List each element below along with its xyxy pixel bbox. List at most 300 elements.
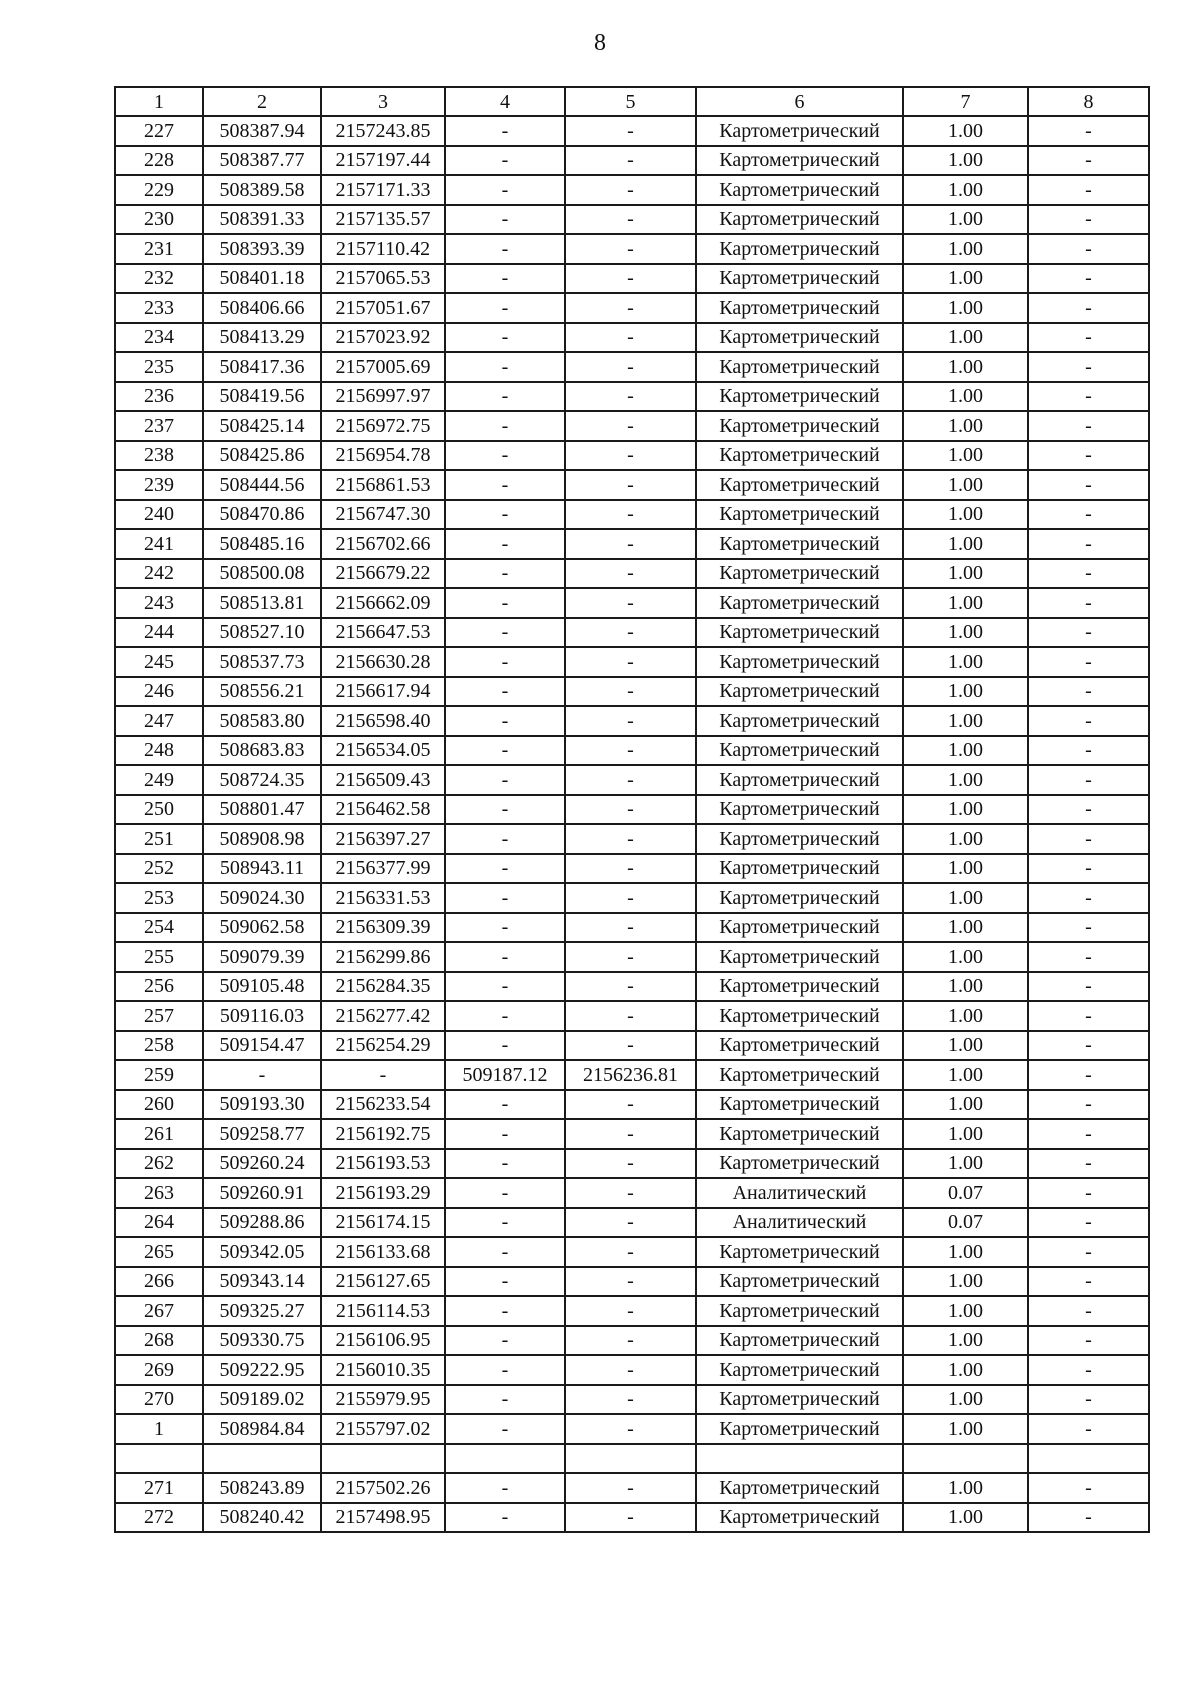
new-x-coordinate-cell: -: [445, 588, 565, 618]
new-y-coordinate-cell: -: [565, 1503, 696, 1533]
new-y-coordinate-cell: -: [565, 854, 696, 884]
point-number-cell: 233: [115, 293, 203, 323]
table-row: [115, 1060, 1149, 1090]
new-x-coordinate-cell: -: [445, 411, 565, 441]
new-y-coordinate-cell: -: [565, 1119, 696, 1149]
x-coordinate-cell: 508984.84: [203, 1414, 321, 1444]
new-x-coordinate-cell: -: [445, 706, 565, 736]
new-y-coordinate-cell: -: [565, 411, 696, 441]
table-row: [115, 1355, 1149, 1385]
y-coordinate-cell: 2156702.66: [321, 529, 445, 559]
point-number-cell: 269: [115, 1355, 203, 1385]
new-y-coordinate-cell: -: [565, 677, 696, 707]
new-x-coordinate-cell: -: [445, 1090, 565, 1120]
method-cell: Картометрический: [696, 293, 903, 323]
table-row: [115, 175, 1149, 205]
new-y-coordinate-cell: -: [565, 618, 696, 648]
method-cell: Картометрический: [696, 323, 903, 353]
description-cell: -: [1028, 736, 1149, 766]
new-x-coordinate-cell: -: [445, 146, 565, 176]
new-y-coordinate-cell: -: [565, 588, 696, 618]
description-cell: -: [1028, 883, 1149, 913]
table-row: [115, 529, 1149, 559]
method-cell: Картометрический: [696, 1503, 903, 1533]
new-y-coordinate-cell: -: [565, 293, 696, 323]
y-coordinate-cell: 2156534.05: [321, 736, 445, 766]
point-number-cell: 229: [115, 175, 203, 205]
x-coordinate-cell: 509330.75: [203, 1326, 321, 1356]
method-cell: Картометрический: [696, 647, 903, 677]
new-x-coordinate-cell: -: [445, 913, 565, 943]
accuracy-cell: 1.00: [903, 352, 1028, 382]
description-cell: -: [1028, 116, 1149, 146]
point-number-cell: 235: [115, 352, 203, 382]
accuracy-cell: 1.00: [903, 1414, 1028, 1444]
y-coordinate-cell: 2157051.67: [321, 293, 445, 323]
y-coordinate-cell: 2155797.02: [321, 1414, 445, 1444]
new-x-coordinate-cell: -: [445, 382, 565, 412]
column-header: 3: [321, 87, 445, 116]
description-cell: -: [1028, 1149, 1149, 1179]
y-coordinate-cell: 2157498.95: [321, 1503, 445, 1533]
new-y-coordinate-cell: -: [565, 1296, 696, 1326]
accuracy-cell: 1.00: [903, 1060, 1028, 1090]
new-y-coordinate-cell: -: [565, 883, 696, 913]
description-cell: -: [1028, 323, 1149, 353]
point-number-cell: 237: [115, 411, 203, 441]
column-header: 1: [115, 87, 203, 116]
x-coordinate-cell: 509343.14: [203, 1267, 321, 1297]
new-y-coordinate-cell: -: [565, 795, 696, 825]
method-cell: Картометрический: [696, 234, 903, 264]
point-number-cell: 231: [115, 234, 203, 264]
table-row: [115, 470, 1149, 500]
new-x-coordinate-cell: -: [445, 1119, 565, 1149]
y-coordinate-cell: 2156277.42: [321, 1001, 445, 1031]
method-cell: Картометрический: [696, 1473, 903, 1503]
description-cell: -: [1028, 1355, 1149, 1385]
new-y-coordinate-cell: -: [565, 913, 696, 943]
point-number-cell: [115, 1444, 203, 1474]
new-x-coordinate-cell: -: [445, 1208, 565, 1238]
accuracy-cell: 1.00: [903, 883, 1028, 913]
new-x-coordinate-cell: -: [445, 205, 565, 235]
x-coordinate-cell: 508417.36: [203, 352, 321, 382]
method-cell: Картометрический: [696, 146, 903, 176]
method-cell: Картометрический: [696, 1385, 903, 1415]
table-row: [115, 559, 1149, 589]
table-row: [115, 972, 1149, 1002]
method-cell: Картометрический: [696, 441, 903, 471]
y-coordinate-cell: 2156861.53: [321, 470, 445, 500]
method-cell: Картометрический: [696, 677, 903, 707]
new-y-coordinate-cell: -: [565, 1385, 696, 1415]
x-coordinate-cell: 509258.77: [203, 1119, 321, 1149]
x-coordinate-cell: 509342.05: [203, 1237, 321, 1267]
column-header: 5: [565, 87, 696, 116]
table-body: [115, 116, 1149, 1532]
table-row: [115, 382, 1149, 412]
y-coordinate-cell: 2155979.95: [321, 1385, 445, 1415]
method-cell: Картометрический: [696, 618, 903, 648]
x-coordinate-cell: 508527.10: [203, 618, 321, 648]
point-number-cell: 248: [115, 736, 203, 766]
accuracy-cell: 1.00: [903, 205, 1028, 235]
accuracy-cell: 1.00: [903, 854, 1028, 884]
accuracy-cell: [903, 1444, 1028, 1474]
description-cell: -: [1028, 1326, 1149, 1356]
table-row: [115, 1414, 1149, 1444]
method-cell: Картометрический: [696, 1296, 903, 1326]
point-number-cell: 254: [115, 913, 203, 943]
table-row: [115, 1237, 1149, 1267]
table-header-row: [115, 87, 1149, 116]
table-row: [115, 352, 1149, 382]
description-cell: -: [1028, 500, 1149, 530]
description-cell: -: [1028, 706, 1149, 736]
y-coordinate-cell: 2156133.68: [321, 1237, 445, 1267]
description-cell: -: [1028, 411, 1149, 441]
point-number-cell: 257: [115, 1001, 203, 1031]
table-row: [115, 942, 1149, 972]
new-x-coordinate-cell: -: [445, 116, 565, 146]
x-coordinate-cell: 508908.98: [203, 824, 321, 854]
table-row: [115, 736, 1149, 766]
new-y-coordinate-cell: -: [565, 264, 696, 294]
new-y-coordinate-cell: -: [565, 1178, 696, 1208]
table-row: [115, 795, 1149, 825]
description-cell: -: [1028, 1237, 1149, 1267]
y-coordinate-cell: -: [321, 1060, 445, 1090]
accuracy-cell: 1.00: [903, 234, 1028, 264]
point-number-cell: 272: [115, 1503, 203, 1533]
table-row: [115, 1473, 1149, 1503]
accuracy-cell: 1.00: [903, 441, 1028, 471]
description-cell: -: [1028, 677, 1149, 707]
description-cell: [1028, 1444, 1149, 1474]
y-coordinate-cell: 2156598.40: [321, 706, 445, 736]
description-cell: -: [1028, 1060, 1149, 1090]
y-coordinate-cell: 2157065.53: [321, 264, 445, 294]
description-cell: -: [1028, 1001, 1149, 1031]
method-cell: Картометрический: [696, 382, 903, 412]
page-number: 8: [594, 30, 606, 56]
new-x-coordinate-cell: -: [445, 883, 565, 913]
y-coordinate-cell: 2156662.09: [321, 588, 445, 618]
x-coordinate-cell: [203, 1444, 321, 1474]
new-y-coordinate-cell: -: [565, 1001, 696, 1031]
x-coordinate-cell: 509062.58: [203, 913, 321, 943]
method-cell: Картометрический: [696, 1355, 903, 1385]
point-number-cell: 250: [115, 795, 203, 825]
y-coordinate-cell: 2156233.54: [321, 1090, 445, 1120]
new-y-coordinate-cell: -: [565, 470, 696, 500]
new-x-coordinate-cell: -: [445, 500, 565, 530]
method-cell: Картометрический: [696, 706, 903, 736]
accuracy-cell: 1.00: [903, 913, 1028, 943]
y-coordinate-cell: 2156254.29: [321, 1031, 445, 1061]
new-y-coordinate-cell: -: [565, 706, 696, 736]
y-coordinate-cell: 2156127.65: [321, 1267, 445, 1297]
new-y-coordinate-cell: -: [565, 441, 696, 471]
y-coordinate-cell: 2156284.35: [321, 972, 445, 1002]
table-row: [115, 824, 1149, 854]
new-y-coordinate-cell: -: [565, 323, 696, 353]
accuracy-cell: 1.00: [903, 146, 1028, 176]
new-y-coordinate-cell: -: [565, 972, 696, 1002]
x-coordinate-cell: 508240.42: [203, 1503, 321, 1533]
new-x-coordinate-cell: -: [445, 795, 565, 825]
table-row: [115, 1267, 1149, 1297]
method-cell: Картометрический: [696, 1001, 903, 1031]
x-coordinate-cell: 508391.33: [203, 205, 321, 235]
table-row: [115, 588, 1149, 618]
new-y-coordinate-cell: -: [565, 175, 696, 205]
x-coordinate-cell: 509154.47: [203, 1031, 321, 1061]
table-row: [115, 706, 1149, 736]
new-y-coordinate-cell: -: [565, 1208, 696, 1238]
y-coordinate-cell: 2157171.33: [321, 175, 445, 205]
y-coordinate-cell: 2156954.78: [321, 441, 445, 471]
point-number-cell: 268: [115, 1326, 203, 1356]
table-row: [115, 500, 1149, 530]
new-x-coordinate-cell: -: [445, 1296, 565, 1326]
x-coordinate-cell: 508444.56: [203, 470, 321, 500]
description-cell: -: [1028, 765, 1149, 795]
accuracy-cell: 1.00: [903, 706, 1028, 736]
point-number-cell: 240: [115, 500, 203, 530]
x-coordinate-cell: 508387.94: [203, 116, 321, 146]
description-cell: -: [1028, 618, 1149, 648]
x-coordinate-cell: 508683.83: [203, 736, 321, 766]
x-coordinate-cell: 508393.39: [203, 234, 321, 264]
point-number-cell: 256: [115, 972, 203, 1002]
table-row: [115, 1296, 1149, 1326]
accuracy-cell: 1.00: [903, 116, 1028, 146]
new-x-coordinate-cell: -: [445, 1503, 565, 1533]
accuracy-cell: 1.00: [903, 1503, 1028, 1533]
y-coordinate-cell: 2156630.28: [321, 647, 445, 677]
accuracy-cell: 1.00: [903, 618, 1028, 648]
method-cell: Картометрический: [696, 470, 903, 500]
method-cell: Картометрический: [696, 1414, 903, 1444]
new-y-coordinate-cell: -: [565, 1149, 696, 1179]
point-number-cell: 260: [115, 1090, 203, 1120]
table-row: [115, 1031, 1149, 1061]
new-x-coordinate-cell: -: [445, 559, 565, 589]
y-coordinate-cell: 2156193.53: [321, 1149, 445, 1179]
description-cell: -: [1028, 1119, 1149, 1149]
point-number-cell: 228: [115, 146, 203, 176]
accuracy-cell: 1.00: [903, 1326, 1028, 1356]
method-cell: Картометрический: [696, 1149, 903, 1179]
method-cell: Картометрический: [696, 116, 903, 146]
description-cell: -: [1028, 854, 1149, 884]
y-coordinate-cell: 2156972.75: [321, 411, 445, 441]
description-cell: -: [1028, 1031, 1149, 1061]
new-y-coordinate-cell: -: [565, 1355, 696, 1385]
table-row: [115, 411, 1149, 441]
new-x-coordinate-cell: -: [445, 736, 565, 766]
method-cell: Картометрический: [696, 913, 903, 943]
x-coordinate-cell: 508724.35: [203, 765, 321, 795]
x-coordinate-cell: 509116.03: [203, 1001, 321, 1031]
point-number-cell: 265: [115, 1237, 203, 1267]
new-y-coordinate-cell: -: [565, 1031, 696, 1061]
new-y-coordinate-cell: -: [565, 205, 696, 235]
description-cell: -: [1028, 588, 1149, 618]
accuracy-cell: 1.00: [903, 1267, 1028, 1297]
new-x-coordinate-cell: -: [445, 529, 565, 559]
method-cell: Картометрический: [696, 264, 903, 294]
table-row: [115, 1001, 1149, 1031]
new-x-coordinate-cell: -: [445, 234, 565, 264]
point-number-cell: 243: [115, 588, 203, 618]
accuracy-cell: 1.00: [903, 588, 1028, 618]
new-y-coordinate-cell: -: [565, 1473, 696, 1503]
point-number-cell: 236: [115, 382, 203, 412]
accuracy-cell: 1.00: [903, 1237, 1028, 1267]
accuracy-cell: 1.00: [903, 1090, 1028, 1120]
new-x-coordinate-cell: -: [445, 1414, 565, 1444]
method-cell: Картометрический: [696, 1031, 903, 1061]
description-cell: -: [1028, 1090, 1149, 1120]
description-cell: -: [1028, 264, 1149, 294]
accuracy-cell: 1.00: [903, 736, 1028, 766]
table-row: [115, 293, 1149, 323]
description-cell: -: [1028, 913, 1149, 943]
accuracy-cell: 0.07: [903, 1208, 1028, 1238]
column-header: 4: [445, 87, 565, 116]
coordinates-table-container: [114, 86, 1150, 1533]
point-number-cell: 267: [115, 1296, 203, 1326]
accuracy-cell: 1.00: [903, 677, 1028, 707]
new-y-coordinate-cell: -: [565, 116, 696, 146]
point-number-cell: 266: [115, 1267, 203, 1297]
new-x-coordinate-cell: -: [445, 1355, 565, 1385]
accuracy-cell: 1.00: [903, 175, 1028, 205]
x-coordinate-cell: 508419.56: [203, 382, 321, 412]
x-coordinate-cell: 508425.14: [203, 411, 321, 441]
description-cell: -: [1028, 529, 1149, 559]
method-cell: Картометрический: [696, 1060, 903, 1090]
accuracy-cell: 1.00: [903, 972, 1028, 1002]
table-row: [115, 1503, 1149, 1533]
accuracy-cell: 1.00: [903, 470, 1028, 500]
y-coordinate-cell: 2156997.97: [321, 382, 445, 412]
description-cell: -: [1028, 382, 1149, 412]
y-coordinate-cell: [321, 1444, 445, 1474]
method-cell: Картометрический: [696, 736, 903, 766]
new-y-coordinate-cell: -: [565, 352, 696, 382]
coordinates-table: [114, 86, 1150, 1533]
y-coordinate-cell: 2157502.26: [321, 1473, 445, 1503]
table-row: [115, 1444, 1149, 1474]
point-number-cell: 263: [115, 1178, 203, 1208]
y-coordinate-cell: 2157005.69: [321, 352, 445, 382]
point-number-cell: 259: [115, 1060, 203, 1090]
method-cell: Картометрический: [696, 1326, 903, 1356]
point-number-cell: 253: [115, 883, 203, 913]
point-number-cell: 241: [115, 529, 203, 559]
point-number-cell: 261: [115, 1119, 203, 1149]
point-number-cell: 244: [115, 618, 203, 648]
method-cell: Картометрический: [696, 883, 903, 913]
new-y-coordinate-cell: -: [565, 736, 696, 766]
point-number-cell: 230: [115, 205, 203, 235]
point-number-cell: 252: [115, 854, 203, 884]
x-coordinate-cell: 508500.08: [203, 559, 321, 589]
new-x-coordinate-cell: -: [445, 470, 565, 500]
point-number-cell: 246: [115, 677, 203, 707]
method-cell: Картометрический: [696, 795, 903, 825]
accuracy-cell: 1.00: [903, 1149, 1028, 1179]
y-coordinate-cell: 2157023.92: [321, 323, 445, 353]
method-cell: Картометрический: [696, 972, 903, 1002]
y-coordinate-cell: 2157243.85: [321, 116, 445, 146]
table-row: [115, 116, 1149, 146]
method-cell: Картометрический: [696, 1267, 903, 1297]
table-row: [115, 1090, 1149, 1120]
point-number-cell: 249: [115, 765, 203, 795]
x-coordinate-cell: 508513.81: [203, 588, 321, 618]
table-row: [115, 441, 1149, 471]
new-x-coordinate-cell: -: [445, 824, 565, 854]
new-x-coordinate-cell: -: [445, 1001, 565, 1031]
accuracy-cell: 0.07: [903, 1178, 1028, 1208]
y-coordinate-cell: 2156617.94: [321, 677, 445, 707]
point-number-cell: 1: [115, 1414, 203, 1444]
x-coordinate-cell: 508583.80: [203, 706, 321, 736]
y-coordinate-cell: 2156114.53: [321, 1296, 445, 1326]
method-cell: Картометрический: [696, 1237, 903, 1267]
new-x-coordinate-cell: -: [445, 942, 565, 972]
y-coordinate-cell: 2156192.75: [321, 1119, 445, 1149]
method-cell: Картометрический: [696, 942, 903, 972]
new-y-coordinate-cell: -: [565, 1267, 696, 1297]
description-cell: -: [1028, 234, 1149, 264]
description-cell: -: [1028, 175, 1149, 205]
method-cell: Аналитический: [696, 1208, 903, 1238]
table-row: [115, 323, 1149, 353]
method-cell: Картометрический: [696, 529, 903, 559]
point-number-cell: 255: [115, 942, 203, 972]
new-x-coordinate-cell: -: [445, 1031, 565, 1061]
new-x-coordinate-cell: -: [445, 677, 565, 707]
description-cell: -: [1028, 1178, 1149, 1208]
x-coordinate-cell: 508943.11: [203, 854, 321, 884]
y-coordinate-cell: 2157197.44: [321, 146, 445, 176]
x-coordinate-cell: 509288.86: [203, 1208, 321, 1238]
method-cell: Картометрический: [696, 1119, 903, 1149]
point-number-cell: 245: [115, 647, 203, 677]
accuracy-cell: 1.00: [903, 411, 1028, 441]
new-x-coordinate-cell: -: [445, 323, 565, 353]
new-y-coordinate-cell: -: [565, 146, 696, 176]
table-row: [115, 913, 1149, 943]
point-number-cell: 271: [115, 1473, 203, 1503]
y-coordinate-cell: 2156299.86: [321, 942, 445, 972]
point-number-cell: 239: [115, 470, 203, 500]
description-cell: -: [1028, 293, 1149, 323]
new-x-coordinate-cell: -: [445, 1267, 565, 1297]
x-coordinate-cell: 509079.39: [203, 942, 321, 972]
x-coordinate-cell: 508401.18: [203, 264, 321, 294]
method-cell: Картометрический: [696, 559, 903, 589]
x-coordinate-cell: 508243.89: [203, 1473, 321, 1503]
new-y-coordinate-cell: -: [565, 942, 696, 972]
accuracy-cell: 1.00: [903, 323, 1028, 353]
